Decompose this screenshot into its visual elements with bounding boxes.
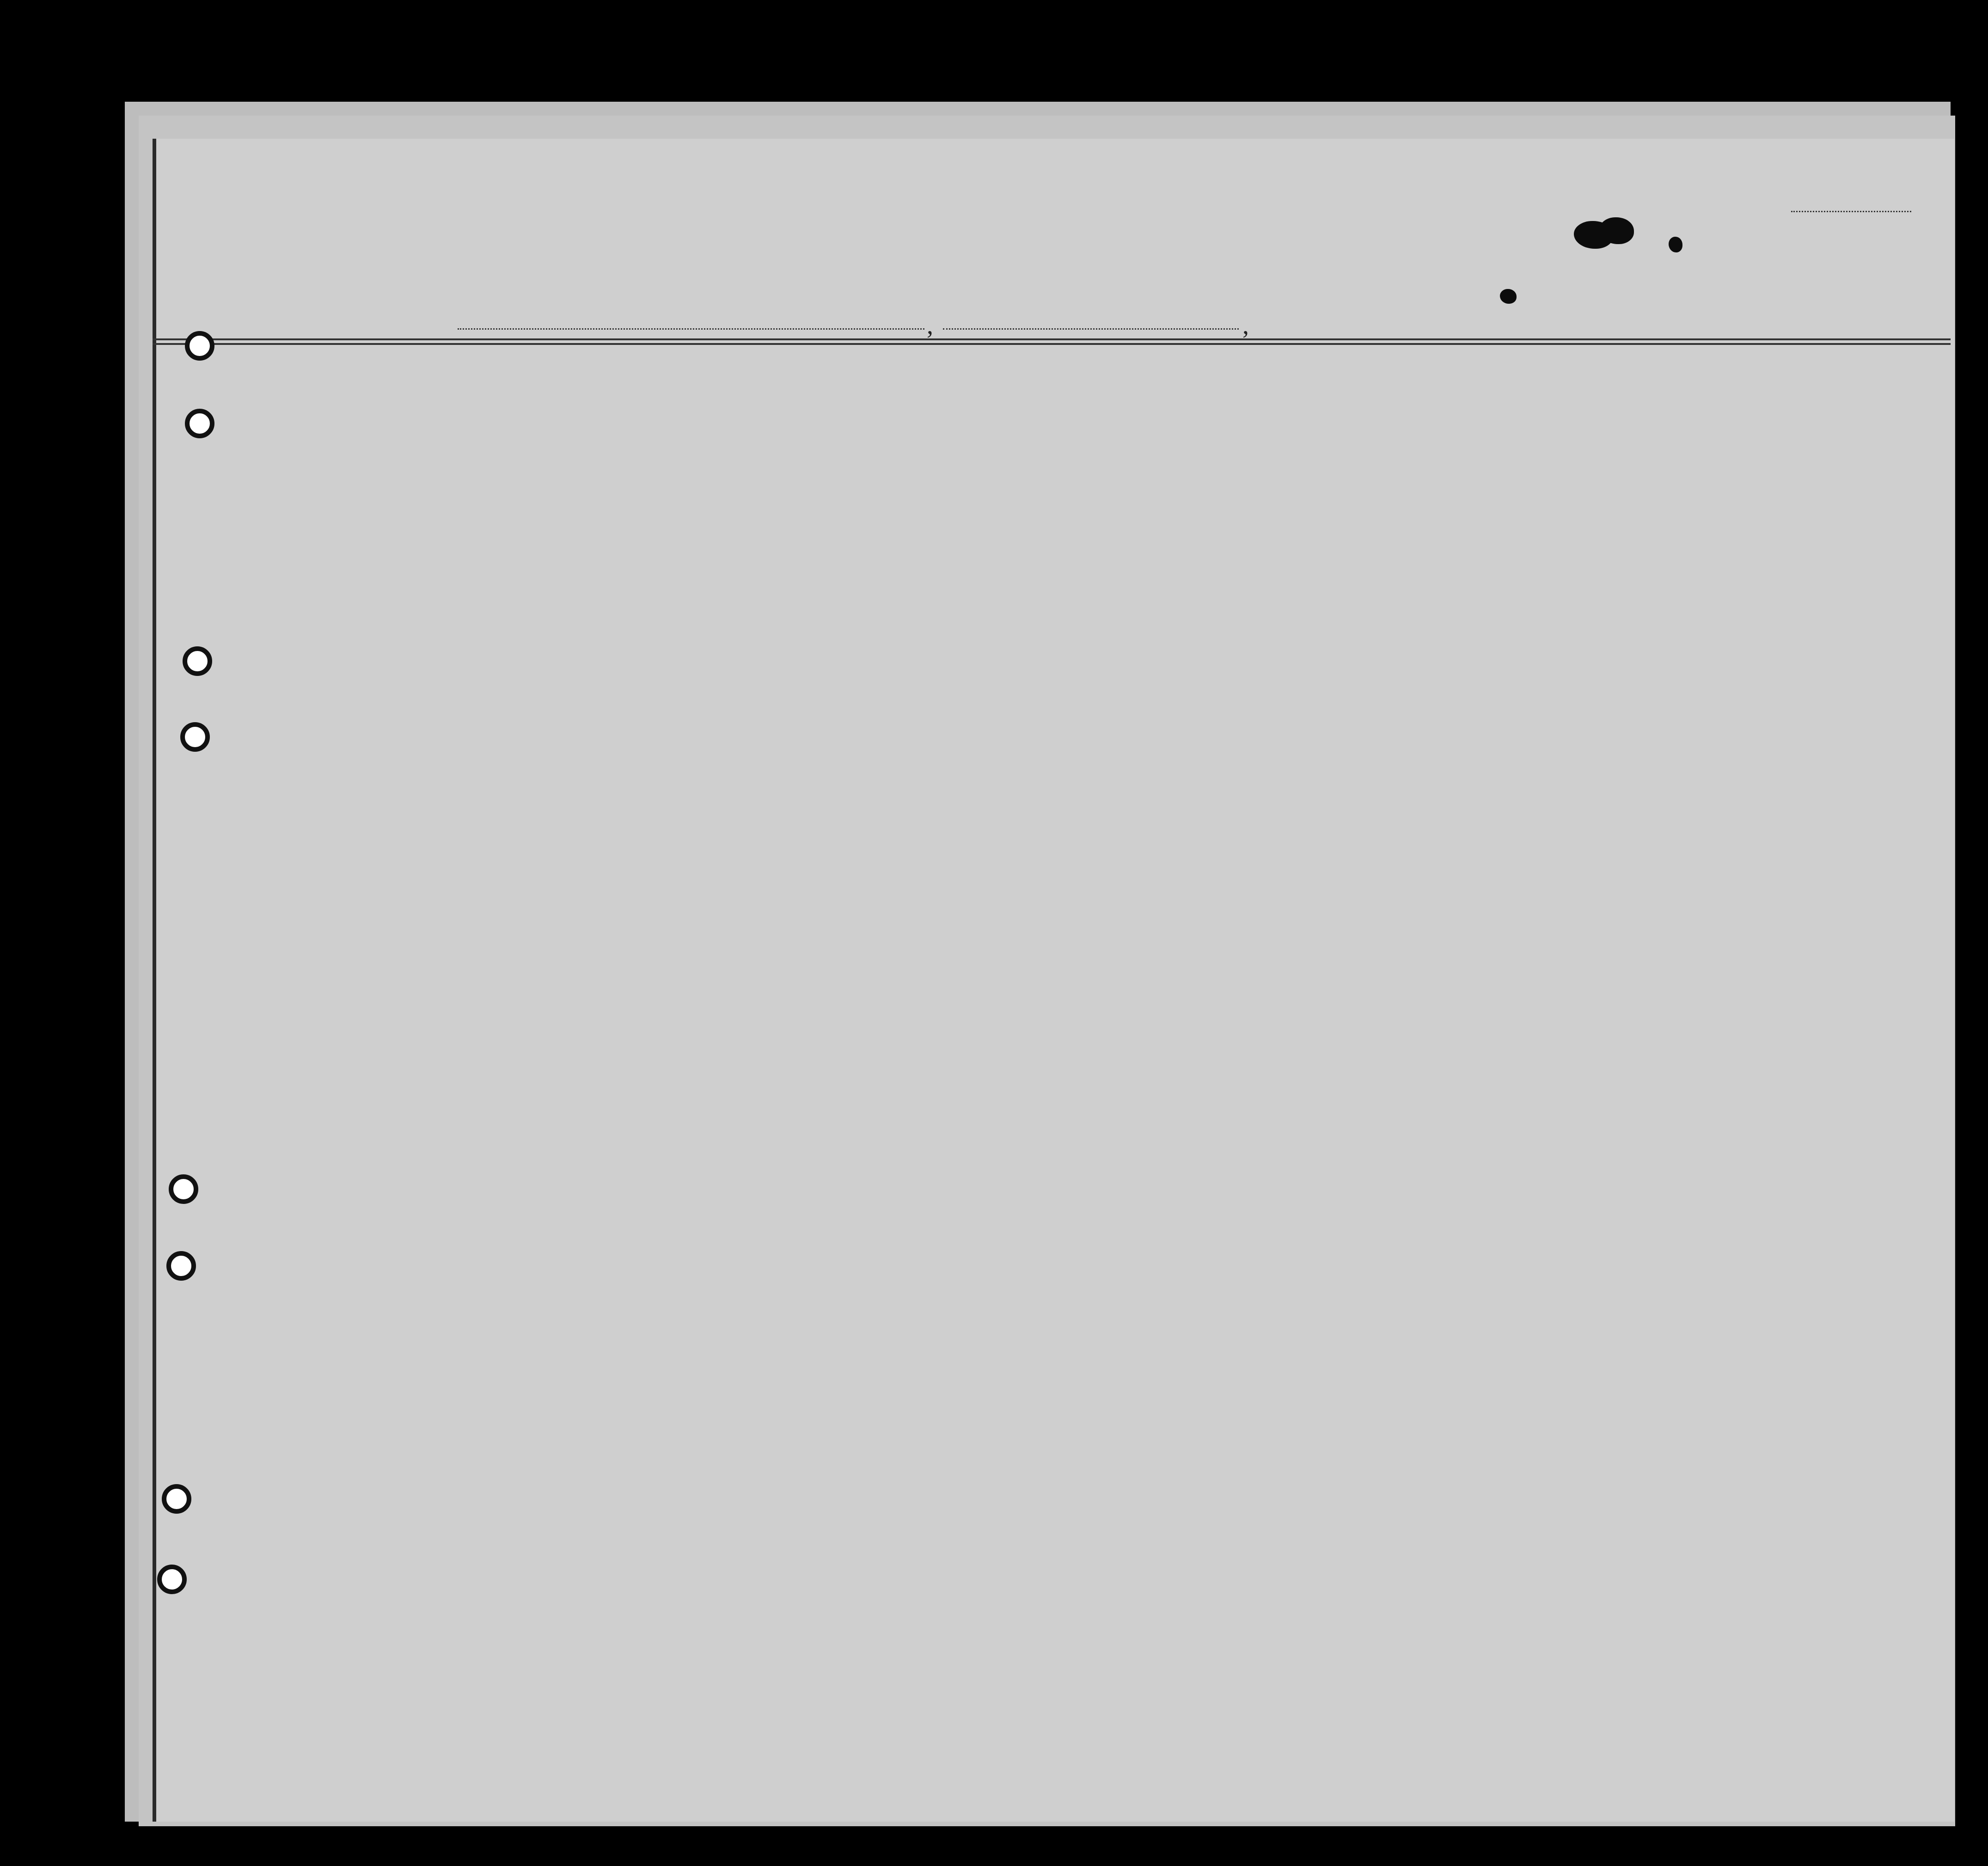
header-ticket bbox=[667, 379, 691, 509]
header-prison bbox=[1327, 393, 1353, 513]
header-anarchist bbox=[1386, 393, 1404, 513]
comma: , bbox=[1242, 311, 1249, 340]
header-length-stay bbox=[1253, 411, 1273, 513]
header-become-citizen bbox=[1299, 411, 1319, 513]
comma: , bbox=[927, 311, 933, 340]
header-return-intent bbox=[1189, 411, 1209, 513]
header-fifty-dollars bbox=[784, 379, 808, 509]
header-overthrow bbox=[1408, 393, 1454, 513]
header-contract-labor bbox=[1459, 393, 1496, 513]
header-polygamist bbox=[1357, 393, 1376, 513]
header-deported bbox=[1500, 393, 1533, 513]
